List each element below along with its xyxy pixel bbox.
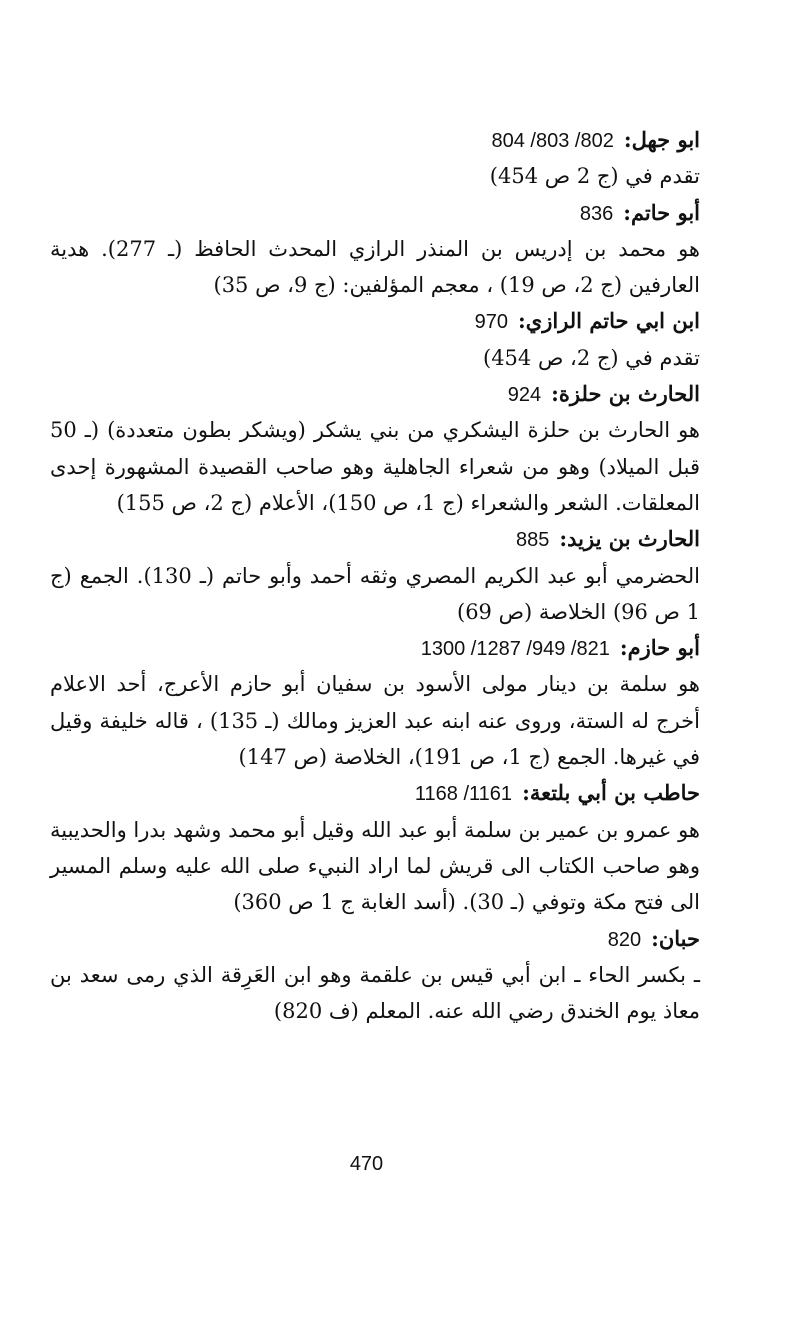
entry-pages: 885 xyxy=(516,529,550,552)
entry-name: أبو حازم: xyxy=(619,635,700,661)
entry-heading xyxy=(50,921,700,957)
entry-text: الحضرمي أبو عبد الكريم المصري وثقه أحمد وأبو حاتم (ـ 130). الجمع (ج 1 ص 96) الخلاصة (ص 69) xyxy=(50,563,701,624)
entry-pages: 802/ 803/ 804 xyxy=(491,130,614,152)
entry-heading xyxy=(50,521,700,557)
entry-name: حاطب بن أبي بلتعة: xyxy=(522,780,700,806)
entry-pages: 820 xyxy=(607,928,642,951)
entry-text: هو الحارث بن حلزة اليشكري من بني يشكر (ويشكر بطون متعددة) (ـ 50 قبل الميلاد) وهو من شعراء الجاهلية وهو صاحب القصيدة المشهورة إحدى المعلقات. الشعر والشعراء (ج 1، ص 150)، الأعلام (ج 2، ص 155) xyxy=(50,418,700,515)
entry-heading xyxy=(50,195,700,231)
entry-name: أبو حاتم: xyxy=(623,199,700,225)
entry-text: هو عمرو بن عمير بن سلمة أبو عبد الله وقيل أبو محمد وشهد بدرا والحديبية وهو صاحب الكتاب الى قريش لما اراد النبيء صلى الله عليه وسلم المسير الى فتح مكة وتوفي (ـ 30). (أسد الغابة ج 1 ص 360) xyxy=(50,817,700,915)
entry-name: ابن ابي حاتم الرازي: xyxy=(518,308,700,334)
entry-heading xyxy=(50,630,700,666)
entry-text: هو سلمة بن دينار مولى الأسود بن سفيان أبو حازم الأعرج، أحد الاعلام أخرج له الستة، وروى عنه ابنه عبد العزيز ومالك (ـ 135) ، قاله خليفة وقيل في غيرها. الجمع (ج 1، ص 191)، الخلاصة (ص 147) xyxy=(50,672,700,770)
entry-pages: 970 xyxy=(474,311,509,334)
entry-heading xyxy=(50,122,700,158)
entry-text: هو محمد بن إدريس بن المنذر الرازي المحدث الحافظ (ـ 277). هدية العارفين (ج 2، ص 19) ، معجم المؤلفين: (ج 9، ص 35) xyxy=(50,236,700,298)
entry-text: تقدم في (ج 2، ص 454) xyxy=(482,345,700,370)
entry-pages: 836 xyxy=(579,202,614,225)
entry-text: ـ بكسر الحاء ـ ابن أبي قيس بن علقمة وهو ابن العَرِقة الذي رمى سعد بن معاذ يوم الخندق رضي الله عنه. المعلم (ف 820) xyxy=(50,962,700,1024)
entry-heading xyxy=(50,775,700,811)
entry-pages: 924 xyxy=(507,384,542,407)
entry-name: حبان: xyxy=(651,925,700,951)
entry-pages: 1161/ 1168 xyxy=(414,783,513,806)
entry-name: الحارث بن حلزة: xyxy=(551,381,700,407)
page-number: 470 xyxy=(349,1153,384,1175)
entry-text: تقدم في (ج 2 ص 454) xyxy=(489,164,700,189)
entry-heading xyxy=(50,376,700,412)
entry-name: الحارث بن يزيد: xyxy=(559,526,700,552)
entry-heading xyxy=(50,303,700,339)
page-text xyxy=(50,122,700,1029)
entry-pages: 821/ 949/ 1287/ 1300 xyxy=(420,638,610,661)
entry-name: ابو جهل: xyxy=(623,127,700,152)
